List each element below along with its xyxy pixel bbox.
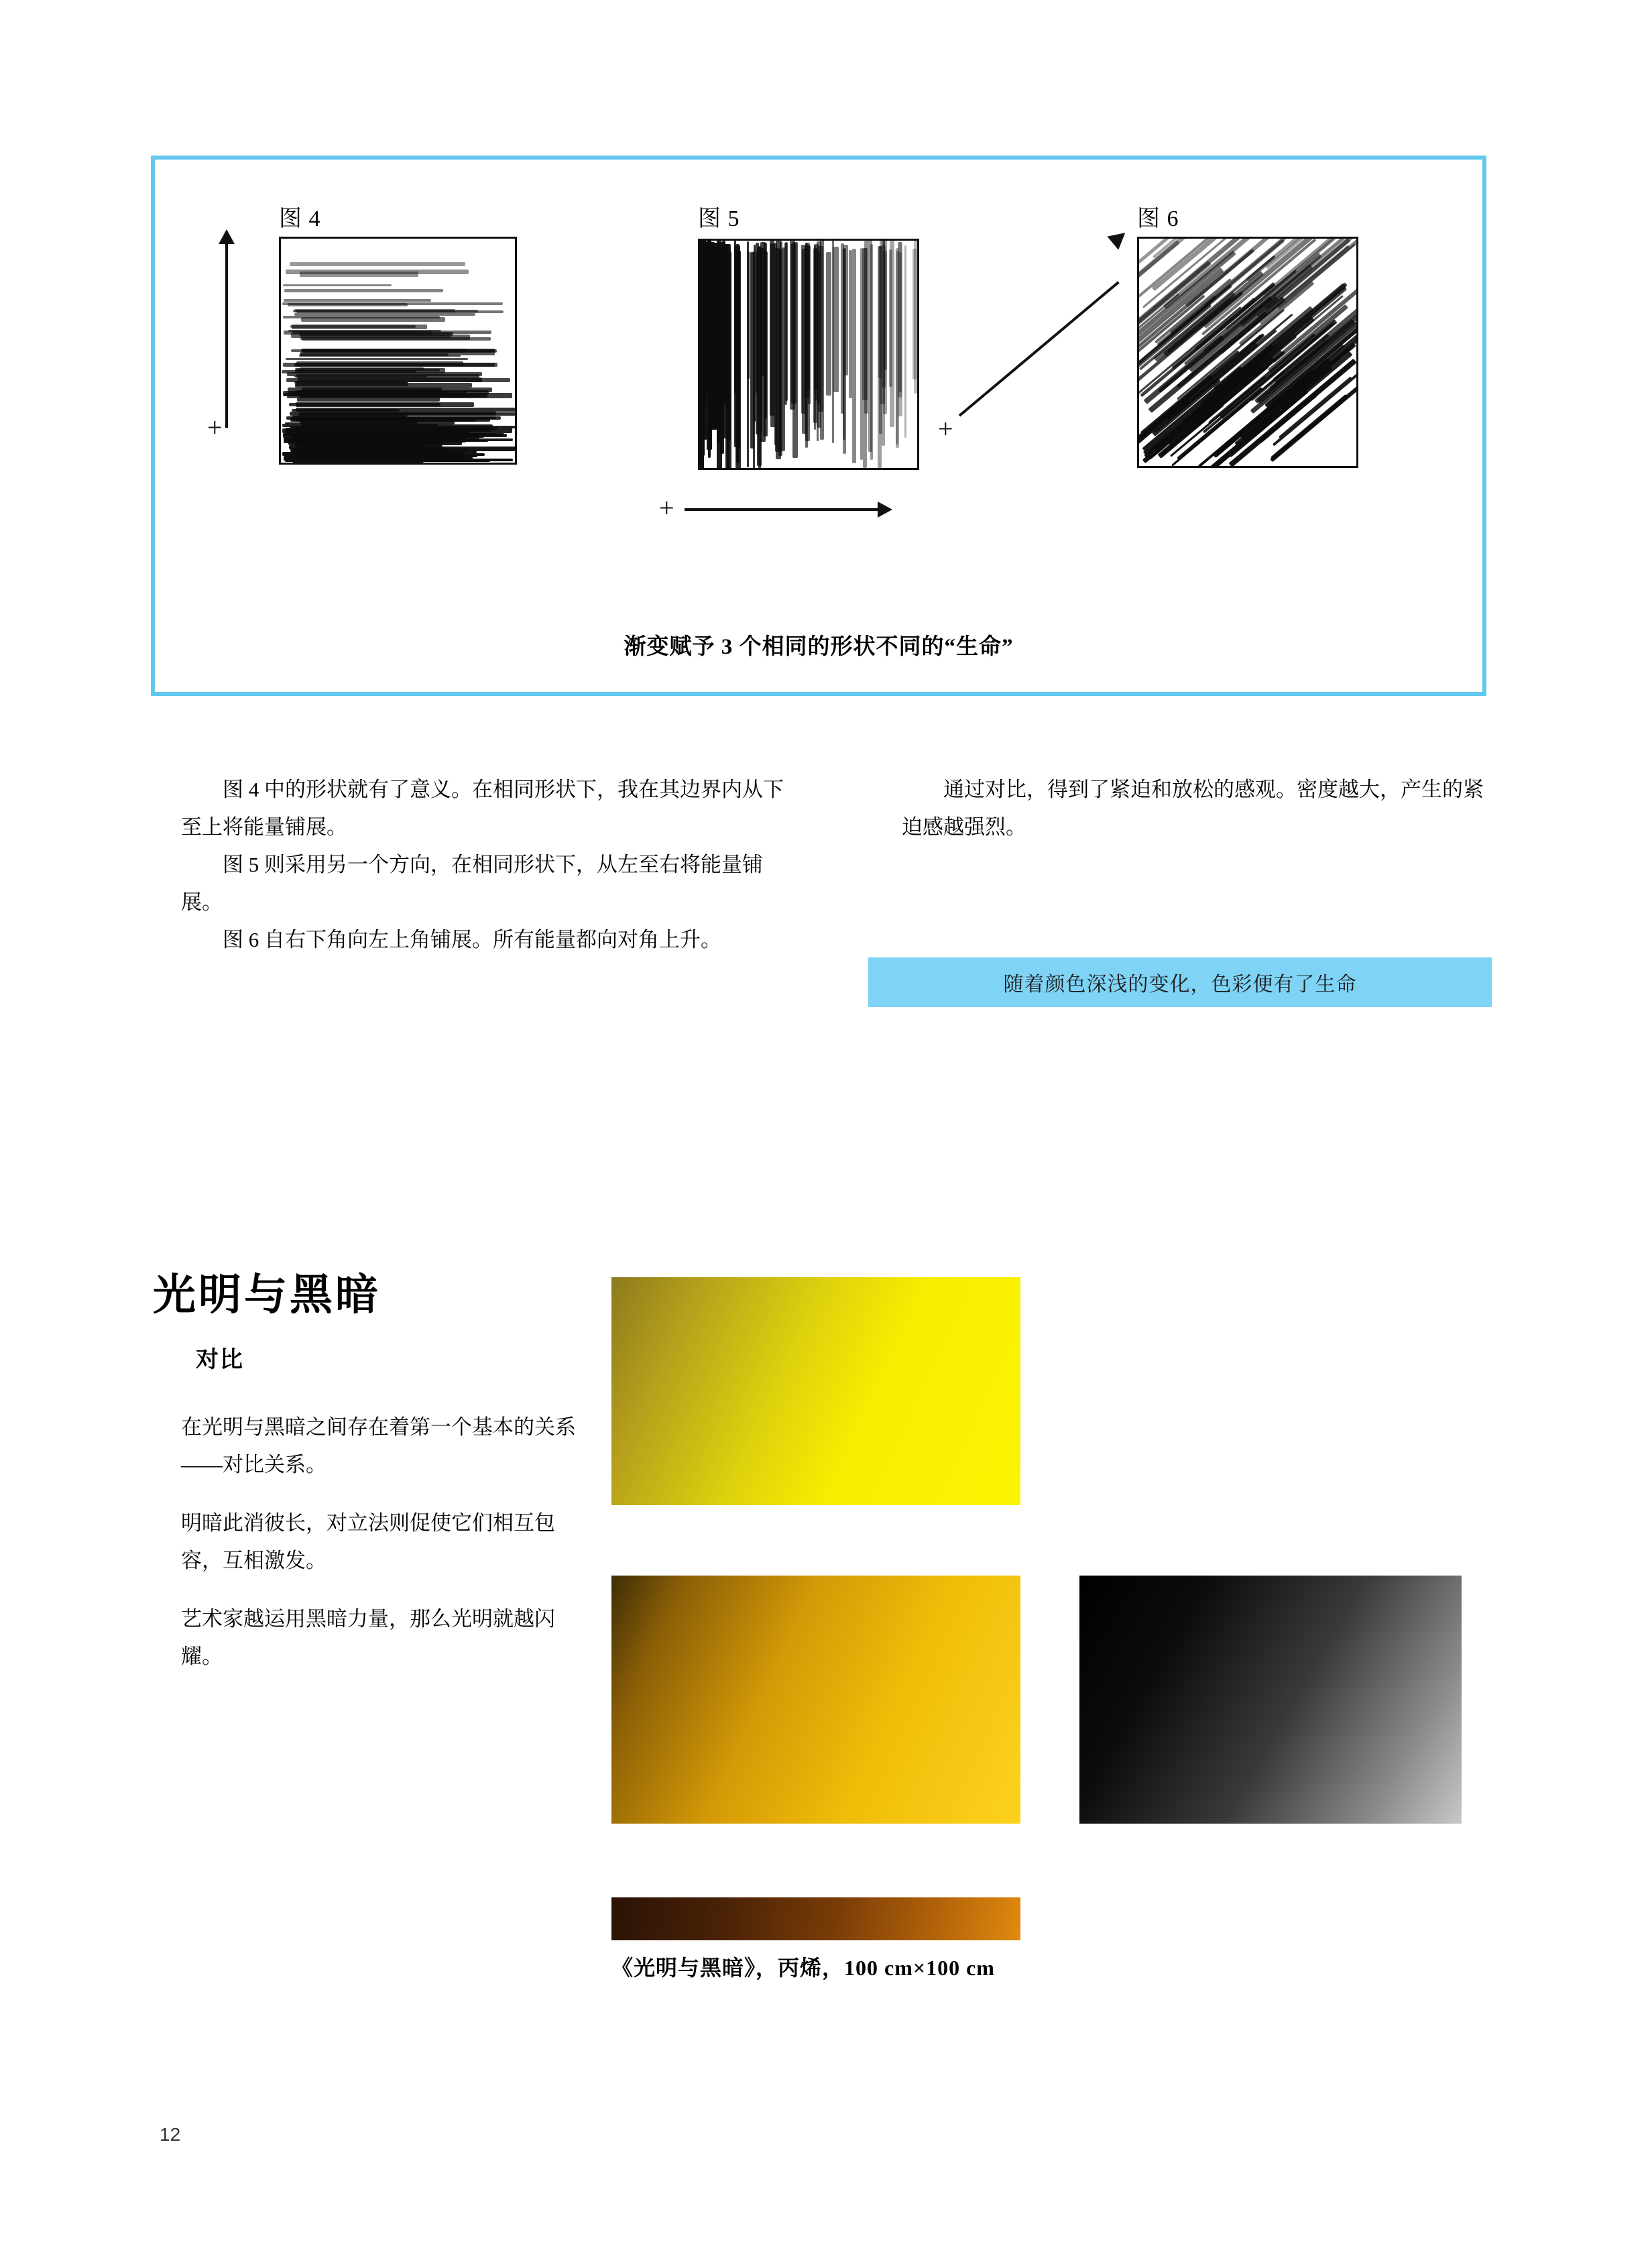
figure-panel [151,156,1486,696]
highlight-banner: 随着颜色深浅的变化，色彩便有了生命 [868,957,1492,1007]
paragraph: 图 4 中的形状就有了意义。在相同形状下，我在其边界内从下至上将能量铺展。 [181,778,784,839]
axis-vertical-figure4 [225,240,228,428]
paragraph: 图 5 则采用另一个方向，在相同形状下，从左至右将能量铺展。 [181,853,763,914]
page-number: 12 [160,2124,181,2145]
paragraph: 在光明与黑暗之间存在着第一个基本的关系——对比关系。 [181,1415,576,1476]
color-plate-yellow [611,1277,1020,1505]
axis-horizontal-figure5 [685,508,879,511]
sketch-strokes [1137,237,1358,468]
figure-label-5: 图 5 [698,206,740,231]
paragraph: 明暗此消彼长，对立法则促使它们相互包容，互相激发。 [181,1511,555,1572]
axis-diagonal-figure6 [959,281,1120,416]
sketch-figure-4 [279,237,517,465]
text-column-right [902,771,1492,846]
axis-plus-figure4: + [207,412,223,442]
figure-panel-caption: 渐变赋予 3 个相同的形状不同的“生命” [624,635,1014,659]
color-plate-gray [1079,1576,1462,1824]
paragraph: 艺术家越运用黑暗力量，那么光明就越闪耀。 [181,1607,555,1668]
figure-label-6: 图 6 [1137,206,1179,231]
color-plate-orange [611,1576,1020,1824]
axis-plus-figure5: + [659,493,674,523]
color-plate-brown-strip [611,1897,1020,1940]
section-title: 光明与黑暗 [153,1271,381,1319]
arrowhead-diagonal-icon [1107,226,1130,249]
sketch-figure-6 [1137,237,1358,468]
arrowhead-right-icon [878,501,892,518]
section-subtitle: 对比 [196,1348,244,1372]
paragraph: 通过对比，得到了紧迫和放松的感观。密度越大，产生的紧迫感越强烈。 [902,778,1484,839]
paragraph: 图 6 自右下角向左上角铺展。所有能量都向对角上升。 [223,928,721,951]
figure-label-4: 图 4 [279,206,321,231]
text-column-lower [181,1388,577,1696]
axis-plus-figure6: + [938,414,953,444]
arrowhead-up-icon [219,229,235,244]
sketch-strokes [698,239,919,470]
text-column-left [181,771,784,959]
sketch-strokes [279,237,517,465]
sketch-figure-5 [698,239,919,470]
plate-caption: 《光明与黑暗》，丙烯，100 cm×100 cm [611,1956,995,1980]
